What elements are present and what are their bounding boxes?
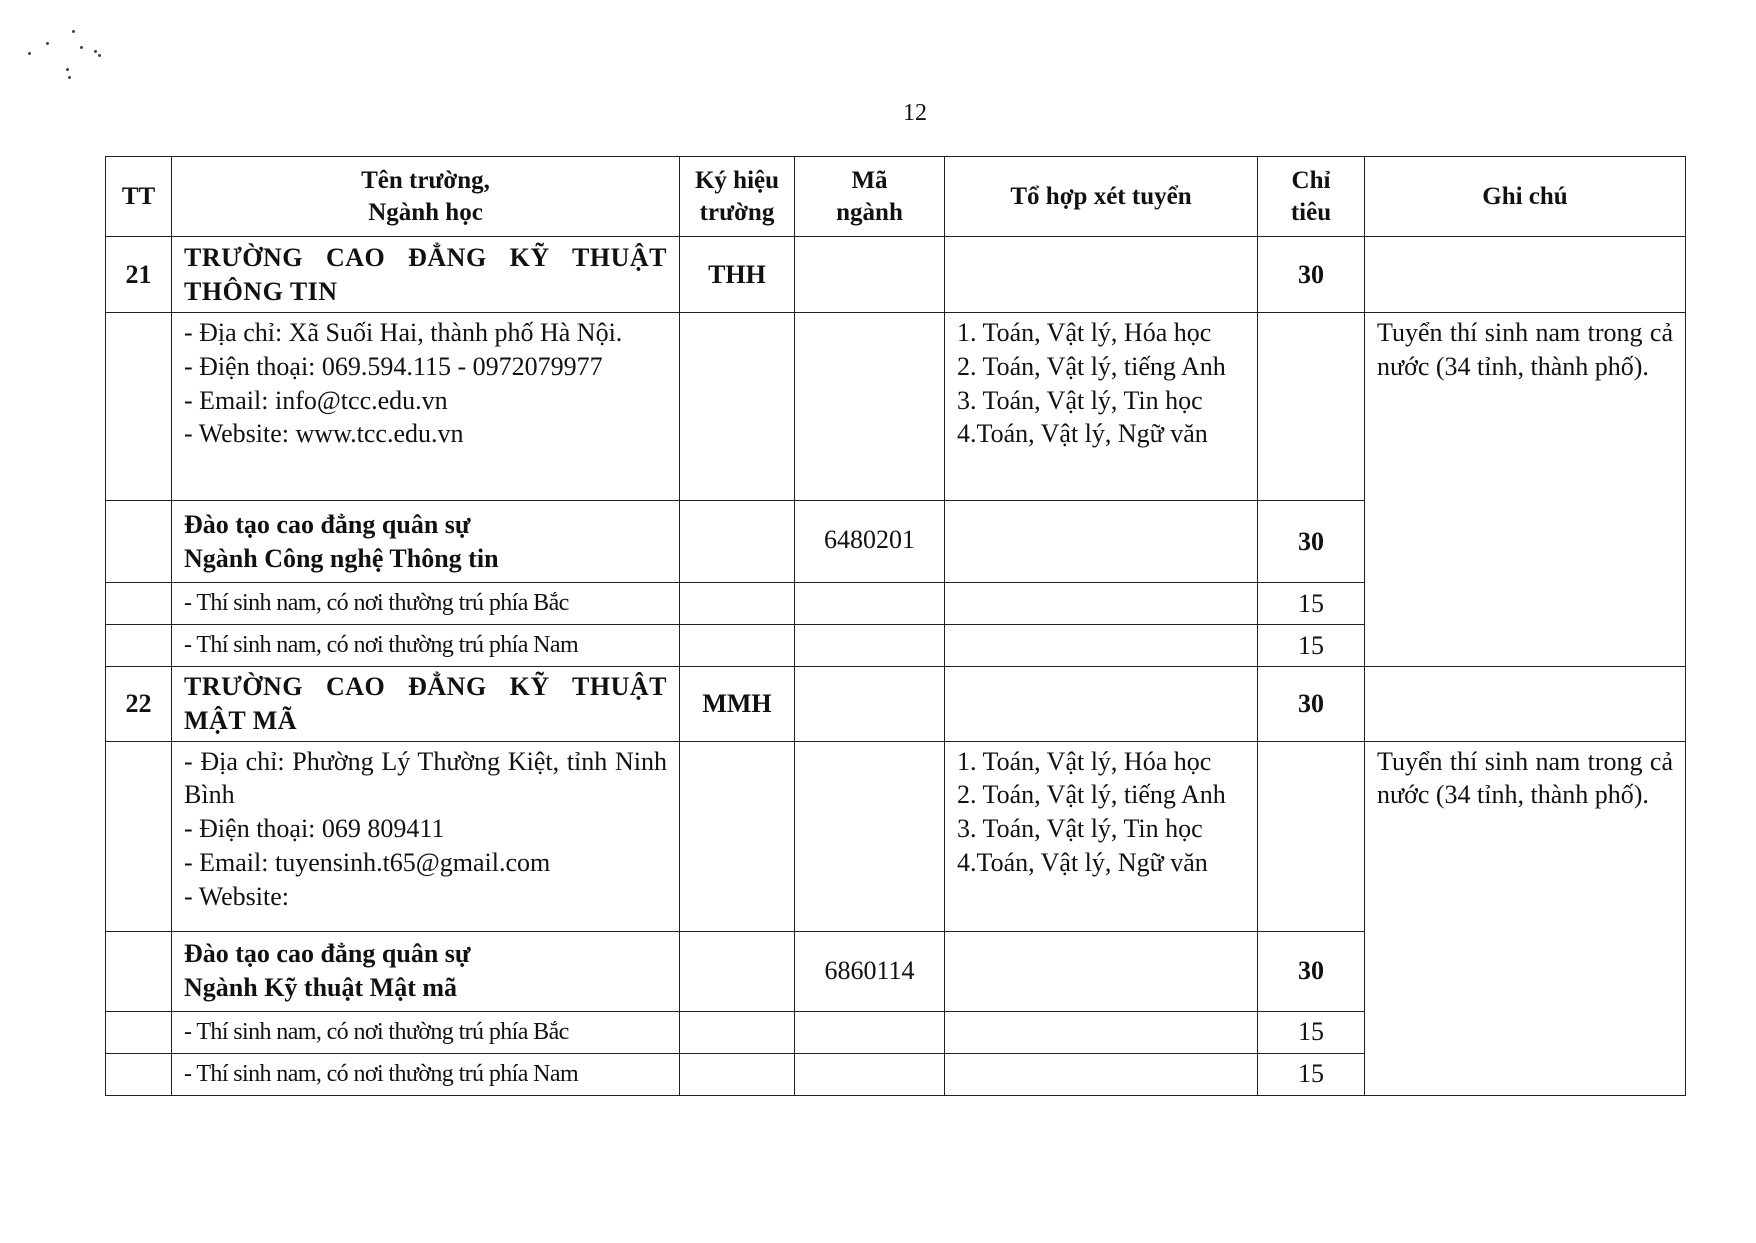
school-code: THH [680, 237, 795, 313]
school-note [1365, 667, 1686, 742]
school-note [1365, 237, 1686, 313]
address: - Địa chỉ: Xã Suối Hai, thành phố Hà Nội. [184, 318, 623, 347]
header-major-code: Mã ngành [795, 157, 945, 237]
address: - Địa chỉ: Phường Lý Thường Kiệt, tỉnh Ninh Bình [184, 746, 667, 810]
combo-item: 2. Toán, Vật lý, tiếng Anh [957, 351, 1226, 381]
north-quota: 15 [1258, 1011, 1365, 1053]
website: - Website: [184, 881, 290, 911]
school-tt: 22 [106, 667, 172, 742]
combo-item: 1. Toán, Vật lý, Hóa học [957, 746, 1212, 776]
contact-row [106, 313, 1686, 501]
header-row [106, 157, 1686, 237]
major-code: 6860114 [795, 931, 945, 1011]
header-school-code: Ký hiệu trường [680, 157, 795, 237]
combo-list [945, 741, 1258, 931]
page-number: 12 [903, 100, 927, 126]
school-quota: 30 [1258, 237, 1365, 313]
combo-item: 4.Toán, Vật lý, Ngữ văn [957, 419, 1208, 449]
header-note: Ghi chú [1365, 157, 1686, 237]
header-quota: Chỉ tiêu [1258, 157, 1365, 237]
south-label: - Thí sinh nam, có nơi thường trú phía Nam [172, 1053, 680, 1095]
school-quota: 30 [1258, 667, 1365, 742]
combo-item: 3. Toán, Vật lý, Tin học [957, 385, 1203, 415]
combo-item: 2. Toán, Vật lý, tiếng Anh [957, 780, 1226, 810]
header-tt: TT [106, 157, 172, 237]
north-label: - Thí sinh nam, có nơi thường trú phía Bắc [172, 583, 680, 625]
school-major-code [795, 667, 945, 742]
program-quota: 30 [1258, 931, 1365, 1011]
north-label: - Thí sinh nam, có nơi thường trú phía Bắc [172, 1011, 680, 1053]
north-quota: 15 [1258, 583, 1365, 625]
combo-list [945, 313, 1258, 501]
school-name: TRƯỜNG CAO ĐẲNG KỸ THUẬT MẬT MÃ [172, 667, 680, 742]
school-code: MMH [680, 667, 795, 742]
phone: - Điện thoại: 069 809411 [184, 814, 445, 844]
header-name: Tên trường, Ngành học [172, 157, 680, 237]
south-label: - Thí sinh nam, có nơi thường trú phía Nam [172, 625, 680, 667]
school-row [106, 237, 1686, 313]
major-code: 6480201 [795, 501, 945, 583]
scan-specks [28, 30, 128, 90]
school-combo [945, 667, 1258, 742]
website: - Website: www.tcc.edu.vn [184, 419, 464, 449]
combo-item: 4.Toán, Vật lý, Ngữ văn [957, 847, 1208, 877]
program-name: Đào tạo cao đẳng quân sự Ngành Kỹ thuật Mật mã [172, 931, 680, 1011]
phone: - Điện thoại: 069.594.115 - 0972079977 [184, 351, 603, 381]
school-row [106, 667, 1686, 742]
school-name: TRƯỜNG CAO ĐẲNG KỸ THUẬT THÔNG TIN [172, 237, 680, 313]
program-quota: 30 [1258, 501, 1365, 583]
header-combo: Tổ hợp xét tuyển [945, 157, 1258, 237]
admissions-table [105, 156, 1686, 1096]
combo-item: 1. Toán, Vật lý, Hóa học [957, 318, 1212, 347]
note: Tuyển thí sinh nam trong cả nước (34 tỉnh, thành phố). [1365, 313, 1686, 667]
school-combo [945, 237, 1258, 313]
south-quota: 15 [1258, 1053, 1365, 1095]
note: Tuyển thí sinh nam trong cả nước (34 tỉnh, thành phố). [1365, 741, 1686, 1095]
combo-item: 3. Toán, Vật lý, Tin học [957, 814, 1203, 844]
contact-info [172, 313, 680, 501]
contact-row [106, 741, 1686, 931]
school-tt: 21 [106, 237, 172, 313]
south-quota: 15 [1258, 625, 1365, 667]
school-major-code [795, 237, 945, 313]
email: - Email: tuyensinh.t65@gmail.com [184, 847, 551, 877]
email: - Email: info@tcc.edu.vn [184, 385, 448, 415]
program-name: Đào tạo cao đẳng quân sự Ngành Công nghệ Thông tin [172, 501, 680, 583]
contact-info [172, 741, 680, 931]
